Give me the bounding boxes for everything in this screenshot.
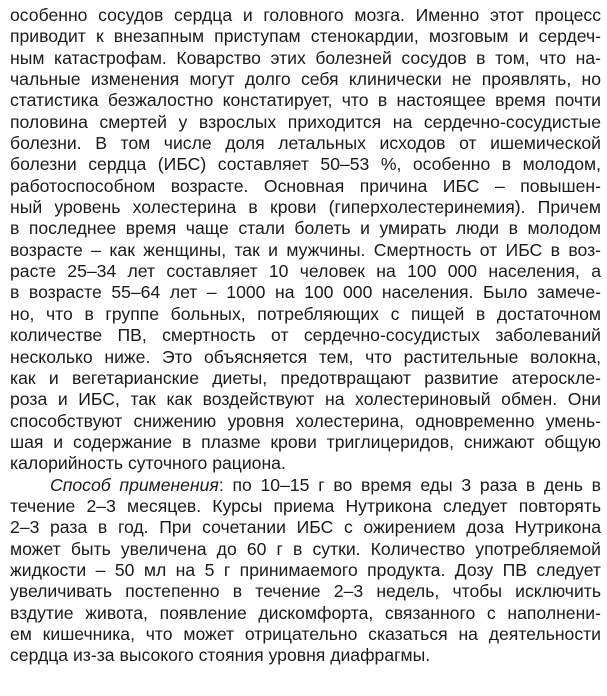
text-line: в последнее время чаще стали болеть и умирать люди в молодом [10,218,601,239]
text-line-first [10,475,601,496]
text-line: вздутие живота, появление дискомфорта, связанного с наполнени- [10,602,601,623]
text-line: болезни. В том числе доля летальных исходов от ишемической [10,133,601,154]
text-line: болезни сердца (ИБС) составляет 50–53 %, особенно в молодом, [10,154,601,175]
text-line: течение 2–3 месяцев. Курсы приема Нутрикона следует повторять [10,495,601,516]
text-line: количестве ПВ, смертность от сердечно-сосудистых заболеваний [10,325,601,346]
text-line: в возрасте 55–64 лет – 1000 на 100 000 населения. Было замече- [10,282,601,303]
text-line: возрасте – как женщины, так и мужчины. Смертность от ИБС в воз- [10,239,601,260]
text-line: увеличивать постепенно в течение 2–3 недель, чтобы исключить [10,581,601,602]
text-line: может быть увеличена до 60 г в сутки. Количество употребляемой [10,538,601,559]
text-line: особенно сосудов сердца и головного мозга. Именно этот процесс [10,5,601,25]
usage-lead: Способ применения [50,474,219,495]
paragraph-usage [10,475,601,667]
text-line: приводит к внезапным приступам стенокардии, мозговым и сердеч- [10,26,601,47]
usage-first-line-rest: : по 10–15 г во время еды 3 раза в день в [218,474,601,495]
text-line: способствуют снижению уровня холестерина, одновременно умень- [10,410,601,431]
text-line: роза и ИБС, так как воздействуют на холестериновый обмен. Они [10,389,601,410]
text-line: 2–3 раза в год. При сочетании ИБС с ожирением доза Нутрикона [10,517,601,538]
text-line: жидкости – 50 мл на 5 г принимаемого продукта. Дозу ПВ следует [10,559,601,580]
text-line: ный уровень холестерина в крови (гиперхолестеринемия). Причем [10,197,601,218]
text-line: шая и содержание в плазме крови триглицеридов, снижают общую [10,431,601,452]
text-line: но, что в группе больных, потребляющих с пищей в достаточном [10,303,601,324]
text-line: как и вегетарианские диеты, предотвращают развитие атероскле- [10,367,601,388]
text-line: несколько ниже. Это объясняется тем, что растительные волокна, [10,346,601,367]
paragraph-cardiovascular [10,5,601,475]
text-line: ем кишечника, что может отрицательно сказаться на деятельности [10,623,601,644]
text-line: статистика безжалостно констатирует, что в настоящее время почти [10,90,601,111]
text-line: чальные изменения могут долго себя клинически не проявлять, но [10,69,601,90]
text-line: половина смертей у взрослых приходится на сердечно-сосудистые [10,111,601,132]
text-line-last: сердца из-за высокого стояния уровня диафрагмы. [10,645,431,666]
text-line: ным катастрофам. Коварство этих болезней сосудов в том, что на- [10,47,601,68]
text-line: работоспособном возрасте. Основная причина ИБС – повышен- [10,175,601,196]
text-line-last: калорийность суточного рациона. [10,453,286,474]
text-line: расте 25–34 лет составляет 10 человек на 100 000 населения, а [10,261,601,282]
